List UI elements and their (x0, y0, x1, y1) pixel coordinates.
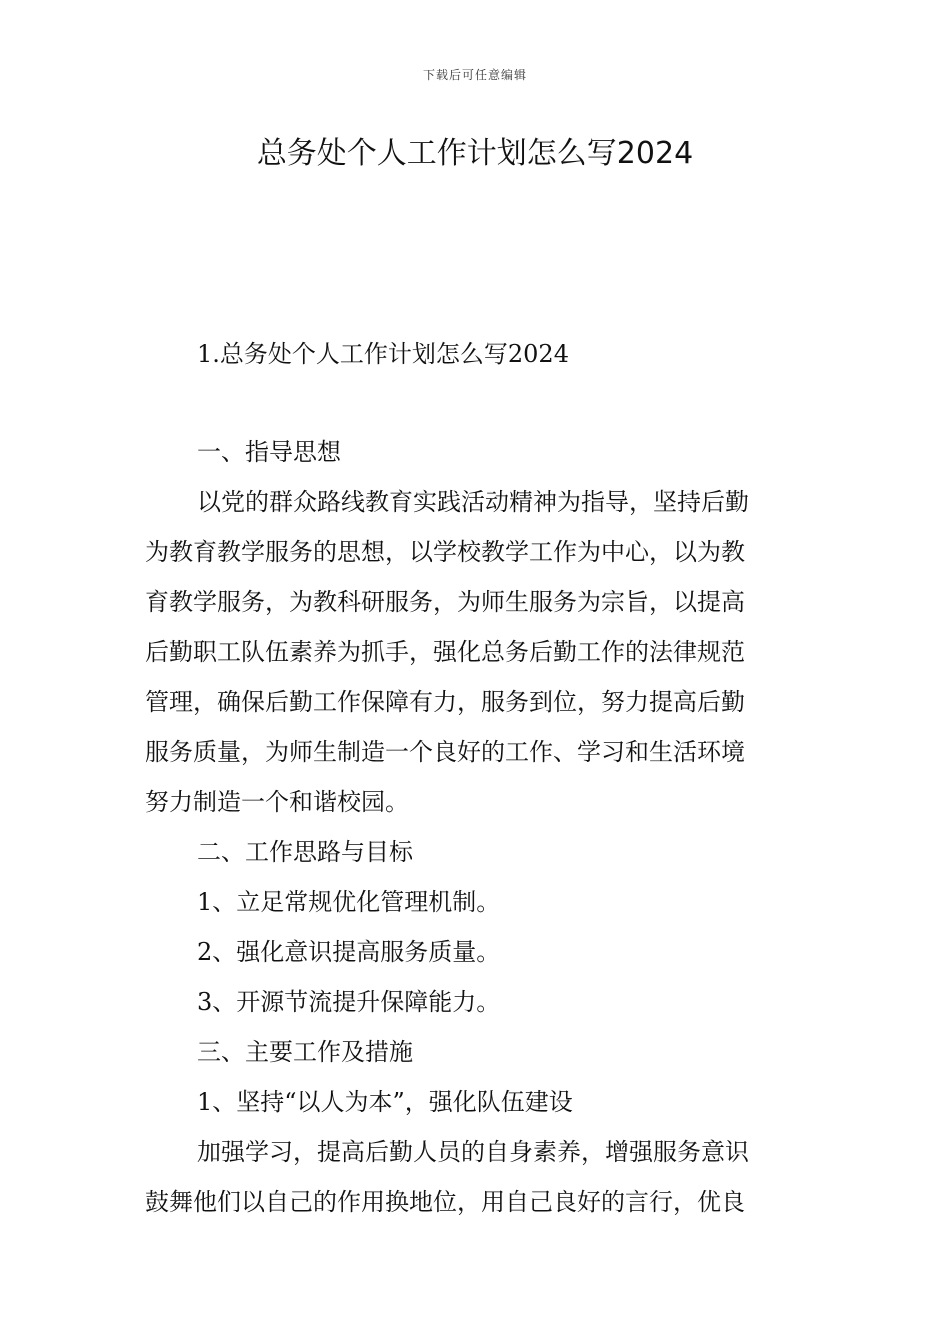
goal-item: 1、立足常规优化管理机制。 (197, 888, 501, 916)
heading-guiding-ideology: 一、指导思想 (197, 438, 341, 466)
goal-item: 3、开源节流提升保障能力。 (197, 988, 501, 1016)
paragraph-line: 加强学习，提高后勤人员的自身素养，增强服务意识 (197, 1138, 749, 1166)
paragraph-line: 服务质量，为师生制造一个良好的工作、学习和生活环境 (145, 738, 745, 766)
heading-main-measures: 三、主要工作及措施 (197, 1038, 413, 1066)
paragraph-line: 鼓舞他们以自己的作用换地位，用自己良好的言行，优良 (145, 1188, 745, 1216)
paragraph-line: 努力制造一个和谐校园。 (145, 788, 409, 816)
heading-work-goals: 二、工作思路与目标 (197, 838, 413, 866)
paragraph-line: 管理，确保后勤工作保障有力，服务到位，努力提高后勤 (145, 688, 745, 716)
document-title: 总务处个人工作计划怎么写2024 (256, 136, 694, 171)
paragraph-line: 后勤职工队伍素养为抓手，强化总务后勤工作的法律规范 (145, 638, 745, 666)
measure-item: 1、坚持“以人为本”，强化队伍建设 (197, 1088, 573, 1116)
goal-item: 2、强化意识提高服务质量。 (197, 938, 501, 966)
paragraph-line: 以党的群众路线教育实践活动精神为指导，坚持后勤 (197, 488, 749, 516)
spacer (145, 379, 805, 427)
section-heading: 1.总务处个人工作计划怎么写2024 (197, 340, 569, 368)
document-body (145, 329, 805, 1227)
paragraph-line: 育教学服务，为教科研服务，为师生服务为宗旨，以提高 (145, 588, 745, 616)
header-note: 下载后可任意编辑 (422, 68, 527, 82)
paragraph-line: 为教育教学服务的思想，以学校教学工作为中心，以为教 (145, 538, 745, 566)
